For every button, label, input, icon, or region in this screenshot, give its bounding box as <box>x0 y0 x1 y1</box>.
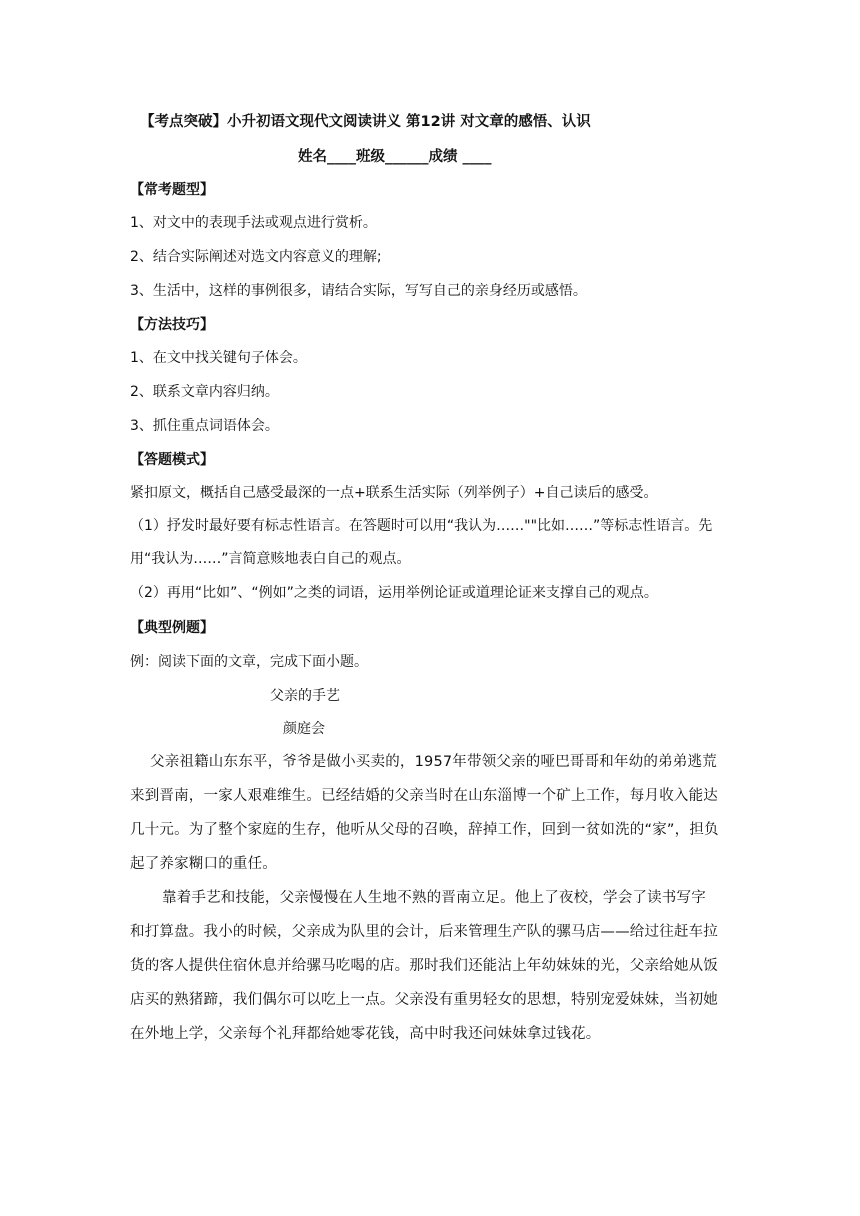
article-paragraph-line: 货的客人提供住宿休息并给骡马吃喝的店。那时我们还能沾上年幼妹妹的光，父亲给她从饭 <box>130 958 718 974</box>
method-item: 3、抓住重点词语体会。 <box>130 418 279 434</box>
section-heading-answer-pattern: 【答题模式】 <box>130 452 214 468</box>
question-type-item: 3、生活中，这样的事例很多，请结合实际，写写自己的亲身经历或感悟。 <box>130 283 587 299</box>
section-heading-example: 【典型例题】 <box>130 620 214 636</box>
answer-pattern-line: 紧扣原文，概括自己感受最深的一点+联系生活实际（列举例子）+自己读后的感受。 <box>130 485 658 501</box>
answer-pattern-line: （1）抒发时最好要有标志性语言。在答题时可以用“我认为……""比如……”等标志性语言。先 <box>130 518 713 534</box>
article-paragraph-line: 来到晋南，一家人艰难维生。已经结婚的父亲当时在山东淄博一个矿上工作，每月收入能达 <box>130 788 718 804</box>
document-title: 【考点突破】小升初语文现代文阅读讲义 第12讲 对文章的感悟、认识 <box>140 114 591 130</box>
article-paragraph-line: 几十元。为了整个家庭的生存，他听从父母的召唤，辞掉工作，回到一贫如洗的“家”，担负 <box>130 822 719 838</box>
answer-pattern-line: 用“我认为……”言简意赅地表白自己的观点。 <box>130 551 411 567</box>
question-type-item: 2、结合实际阐述对选文内容意义的理解; <box>130 249 382 265</box>
article-paragraph-line: 起了养家糊口的重任。 <box>130 856 277 872</box>
section-heading-methods: 【方法技巧】 <box>130 317 214 333</box>
article-paragraph-line: 和打算盘。我小的时候，父亲成为队里的会计，后来管理生产队的骡马店——给过往赶车拉 <box>130 924 718 940</box>
article-paragraph-line: 店买的熟猪蹄，我们偶尔可以吃上一点。父亲没有重男轻女的思想，特别宠爱妹妹，当初她 <box>130 992 718 1008</box>
method-item: 2、联系文章内容归纳。 <box>130 384 279 400</box>
article-paragraph-line: 父亲祖籍山东东平，爷爷是做小买卖的，1957年带领父亲的哑巴哥哥和年幼的弟弟逃荒 <box>150 754 717 770</box>
section-heading-question-types: 【常考题型】 <box>130 182 214 198</box>
name-class-score-line: 姓名____班级______成绩 ____ <box>298 149 492 165</box>
article-author: 颜庭会 <box>283 721 325 737</box>
example-intro: 例：阅读下面的文章，完成下面小题。 <box>130 654 368 670</box>
article-paragraph-line: 靠着手艺和技能，父亲慢慢在人生地不熟的晋南立足。他上了夜校，学会了读书写字 <box>162 890 706 906</box>
article-title: 父亲的手艺 <box>270 688 340 704</box>
article-paragraph-line: 在外地上学，父亲每个礼拜都给她零花钱，高中时我还问妹妹拿过钱花。 <box>130 1026 601 1042</box>
answer-pattern-line: （2）再用“比如”、“例如”之类的词语，运用举例论证或道理论证来支撑自己的观点。 <box>130 585 658 601</box>
method-item: 1、在文中找关键句子体会。 <box>130 350 307 366</box>
question-type-item: 1、对文中的表现手法或观点进行赏析。 <box>130 215 377 231</box>
